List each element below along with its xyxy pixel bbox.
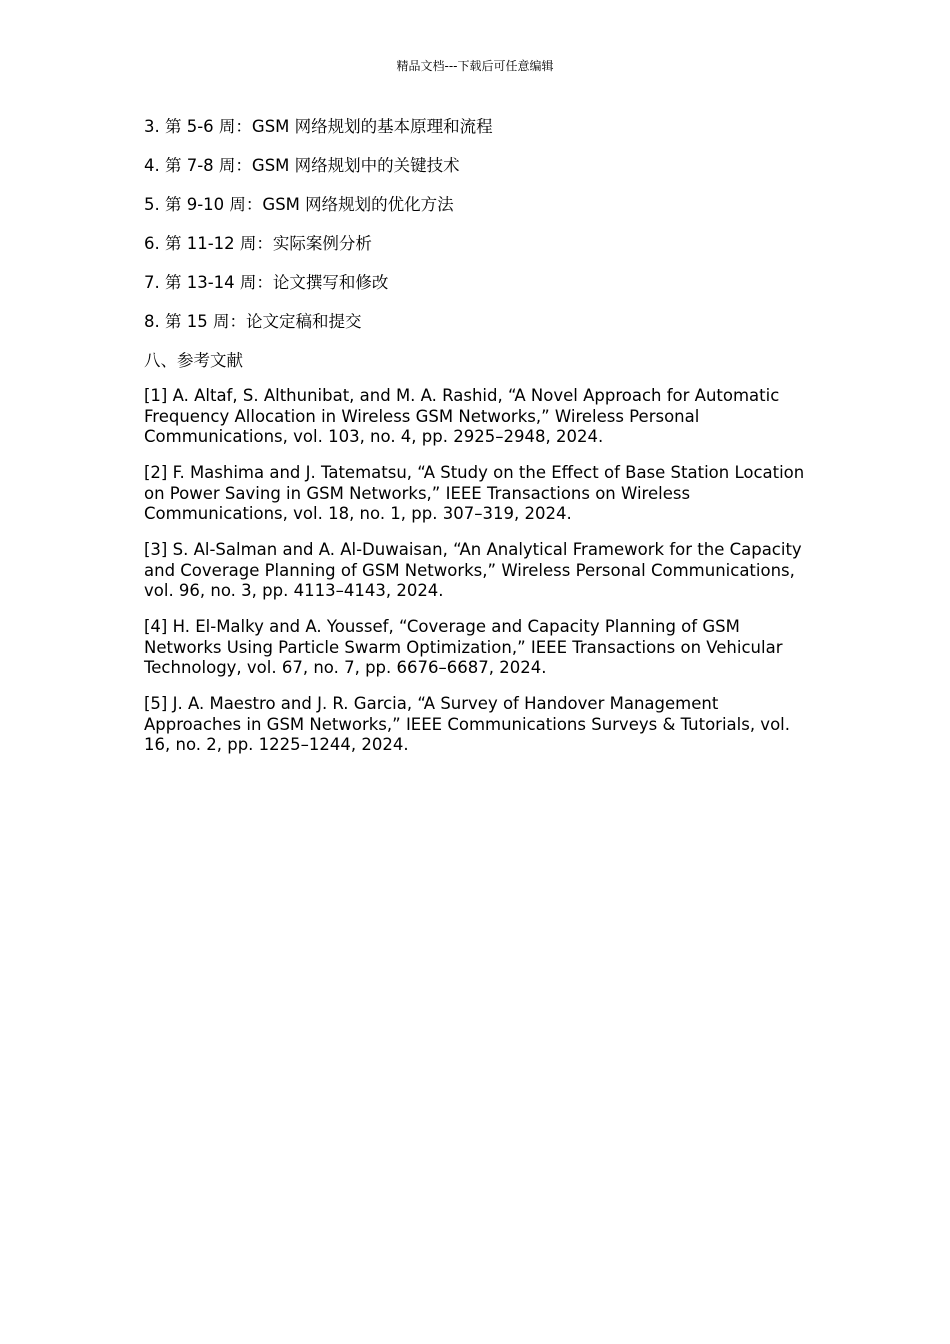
- reference-item: [3] S. Al-Salman and A. Al-Duwaisan, “An Analytical Framework for the Capacity and Coverage Planning of GSM Networks,” Wireless Personal Communications, vol. 96, no. 3, pp. 4113–4143, 2024.: [144, 540, 802, 600]
- schedule-item: 7. 第 13-14 周：论文撰写和修改: [144, 273, 389, 292]
- page-header: 精品文档---下载后可任意编辑: [396, 59, 554, 73]
- schedule-item: 5. 第 9-10 周：GSM 网络规划的优化方法: [144, 195, 454, 214]
- schedule-item: 6. 第 11-12 周：实际案例分析: [144, 234, 372, 253]
- schedule-list: [144, 116, 816, 333]
- schedule-item: 8. 第 15 周：论文定稿和提交: [144, 312, 362, 331]
- references-heading: 八、参考文献: [144, 351, 243, 370]
- reference-item: [1] A. Altaf, S. Althunibat, and M. A. Rashid, “A Novel Approach for Automatic Frequency Allocation in Wireless GSM Networks,” Wireless Personal Communications, vol. 103, no. 4, pp. 2925–2948, 2024.: [144, 386, 780, 446]
- reference-list: [144, 386, 816, 756]
- document-body: [144, 116, 816, 771]
- schedule-item: 3. 第 5-6 周：GSM 网络规划的基本原理和流程: [144, 117, 493, 136]
- reference-item: [4] H. El-Malky and A. Youssef, “Coverage and Capacity Planning of GSM Networks Using Particle Swarm Optimization,” IEEE Transactions on Vehicular Technology, vol. 67, no. 7, pp. 6676–6687, 2024.: [144, 617, 783, 677]
- schedule-item: 4. 第 7-8 周：GSM 网络规划中的关键技术: [144, 156, 460, 175]
- reference-item: [5] J. A. Maestro and J. R. Garcia, “A Survey of Handover Management Approaches in GSM Networks,” IEEE Communications Surveys & Tutorials, vol. 16, no. 2, pp. 1225–1244, 2024.: [144, 694, 790, 754]
- reference-item: [2] F. Mashima and J. Tatematsu, “A Study on the Effect of Base Station Location on Power Saving in GSM Networks,” IEEE Transactions on Wireless Communications, vol. 18, no. 1, pp. 307–319, 2024.: [144, 463, 805, 523]
